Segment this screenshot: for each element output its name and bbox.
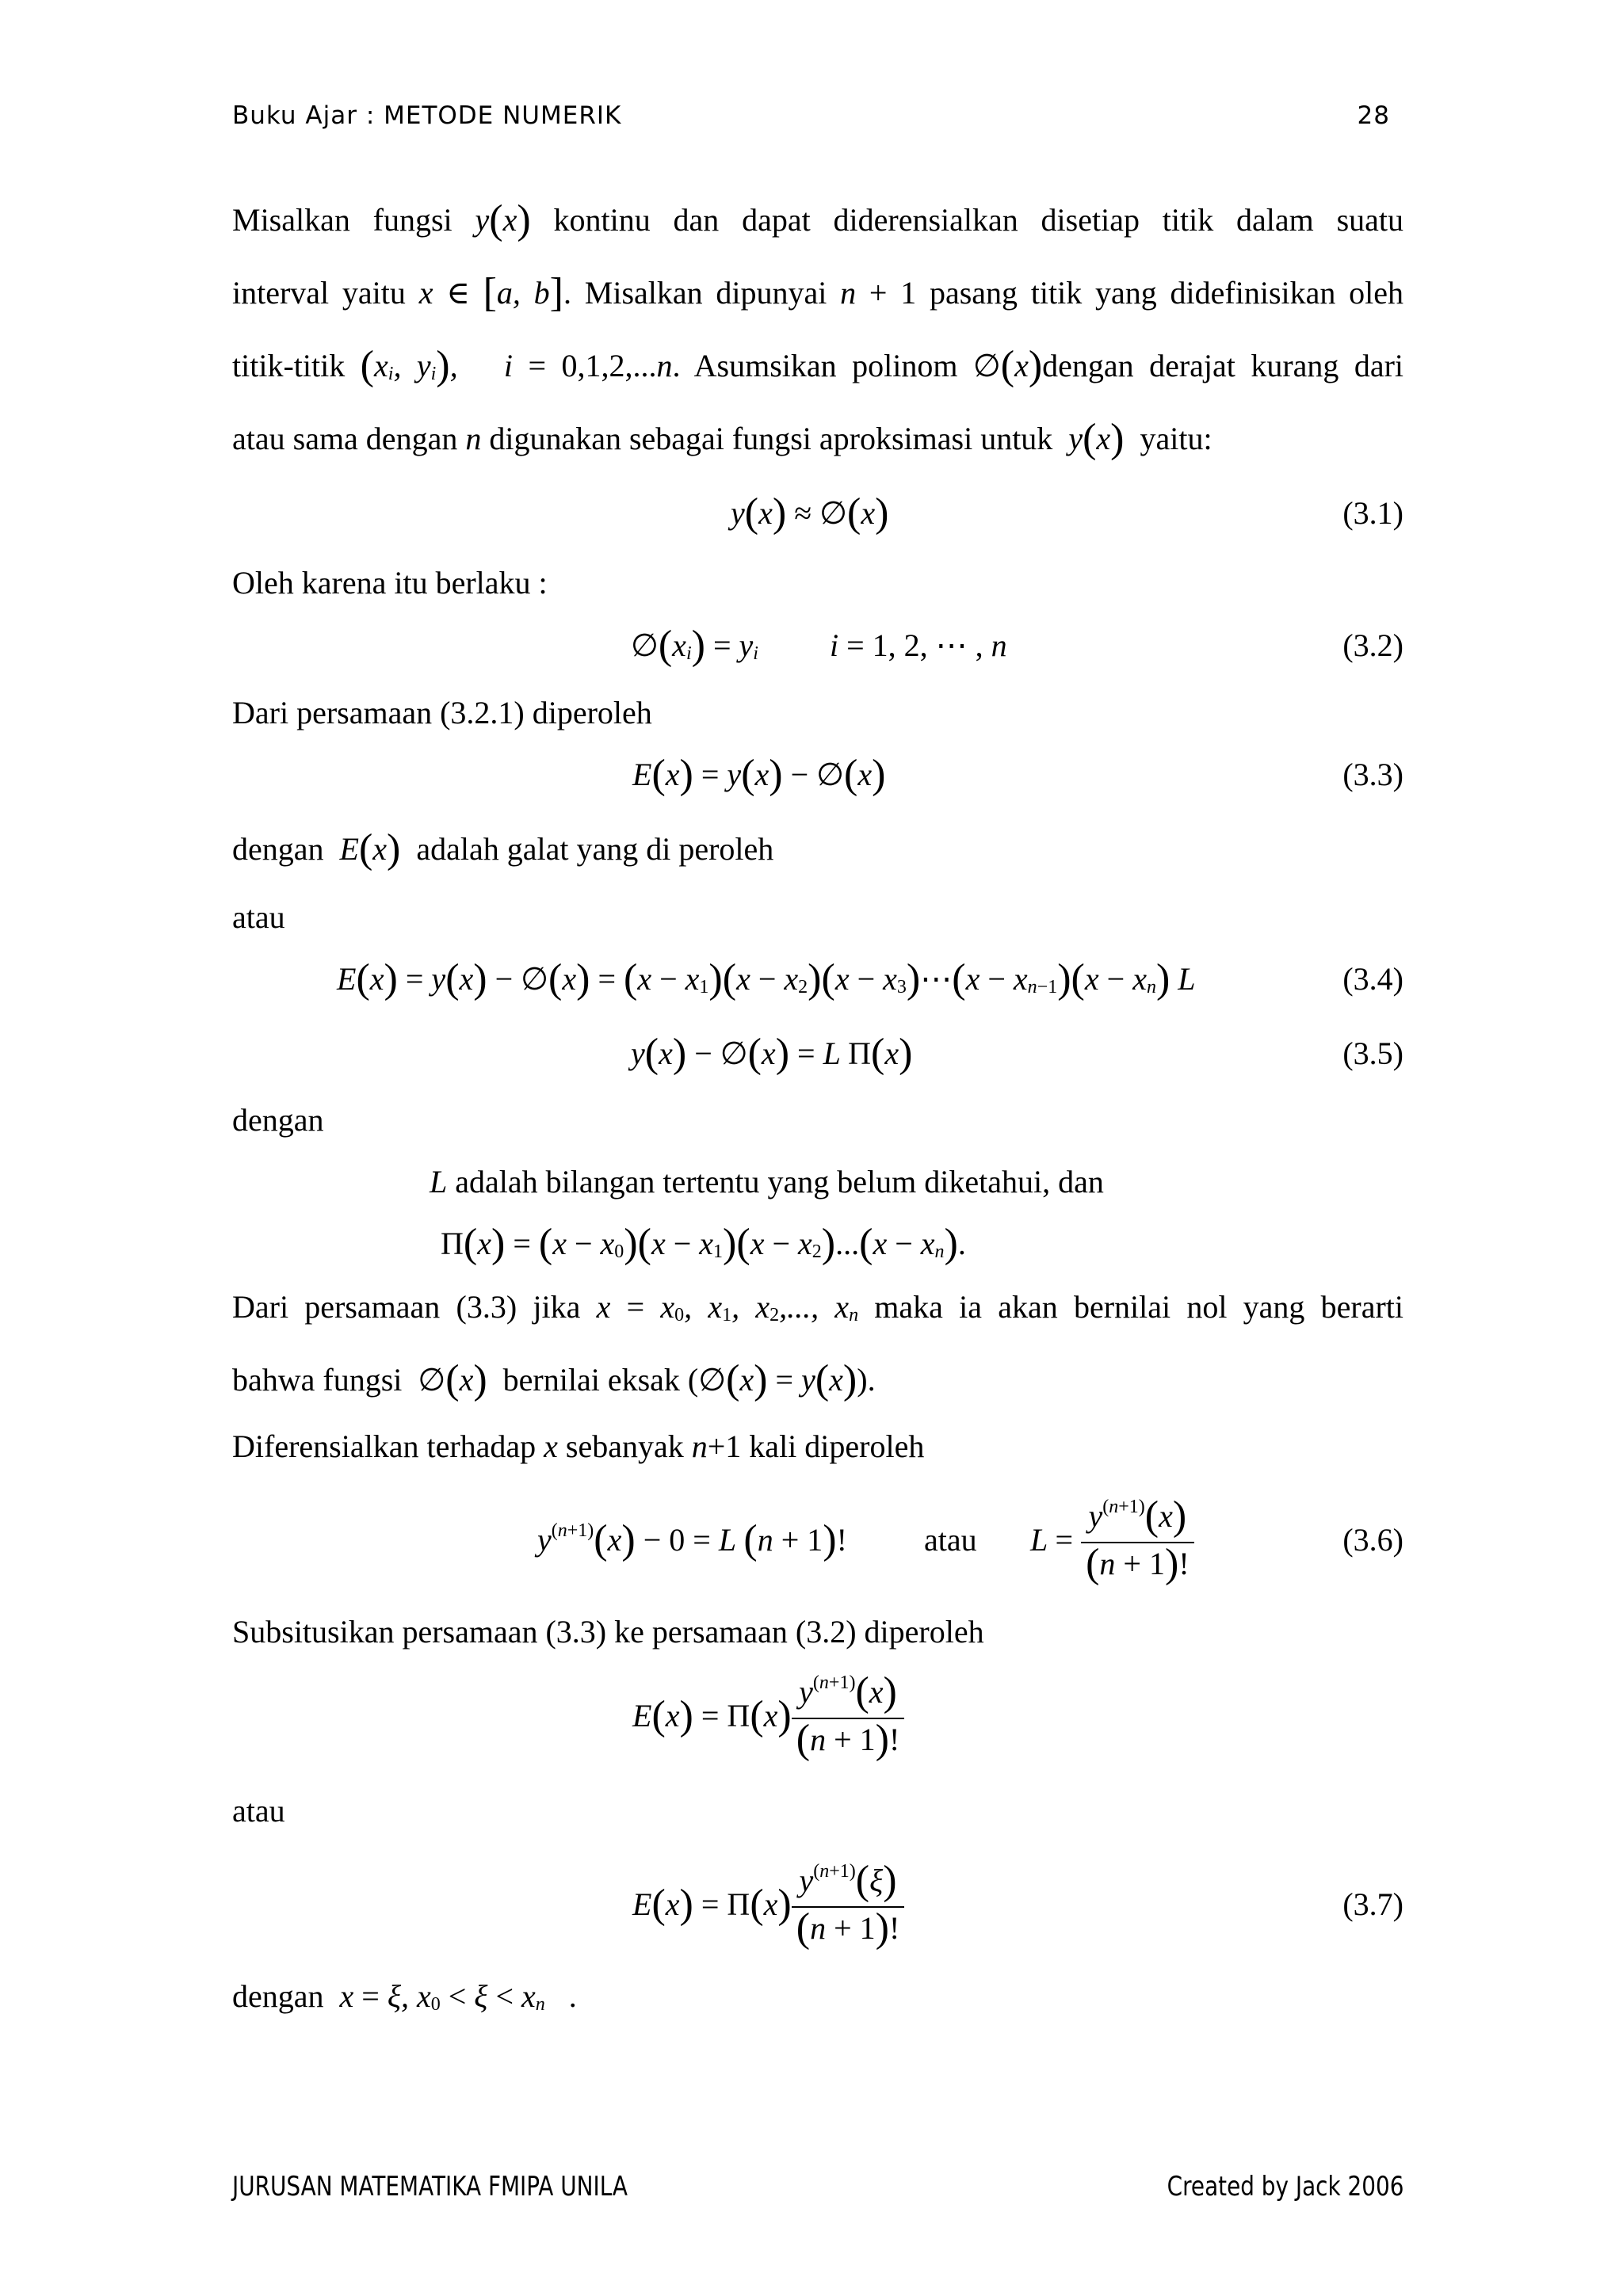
equation-number: (3.6) xyxy=(1342,1522,1403,1558)
running-header-title: Buku Ajar : METODE NUMERIK xyxy=(232,101,622,130)
fraction: $\frac{y^{(n+1)}(x)}{(n + 1)!}$ xyxy=(1081,1496,1194,1585)
fraction: $\frac{y^{(n+1)}(\xi)}{(n + 1)!}$ xyxy=(792,1860,905,1949)
paragraph-line: atau xyxy=(232,1793,285,1829)
text-span: bahwa fungsi xyxy=(232,1362,403,1398)
math-inline: $x = x_0$, $x_1$, $x_2$,..., $x_n$ xyxy=(596,1289,859,1325)
text-span: dengan xyxy=(232,831,324,867)
equation: E(x) = y(x) − ∅(x) = $(x - x_1)(x - x_2)(x$ − $x_3)\cdots(x - x_{n-1})(x - x_n)$ L xyxy=(337,956,1196,1001)
fraction: $\frac{y^{(n+1)}(x)}{(n + 1)!}$ xyxy=(792,1672,905,1760)
equation-number: (3.4) xyxy=(1342,961,1403,997)
text-span: digunakan sebagai fungsi aproksimasi untuk xyxy=(489,421,1053,456)
equation: $y^{(n+1)}(x) - 0 = L$ (n + 1)! xyxy=(537,1517,847,1562)
text-span: dengan derajat kurang dari xyxy=(1042,348,1404,383)
text-span: titik-titik xyxy=(232,348,346,383)
text-span: n xyxy=(465,421,482,456)
paragraph-line: Subsitusikan persamaan (3.3) ke persamaan (3.2) diperoleh xyxy=(232,1614,984,1650)
text-span: adalah galat yang di peroleh xyxy=(416,831,774,867)
text-span: . Misalkan dipunyai xyxy=(563,275,827,311)
equation-number: (3.7) xyxy=(1342,1886,1403,1922)
math-inline: x ∈ [a, b] xyxy=(418,270,563,315)
paragraph-line xyxy=(430,1166,1104,1198)
equation: L = $\frac{y^{(n+1)}(x)}{(n + 1)!}$ xyxy=(1030,1496,1194,1585)
text-span: bernilai eksak ( xyxy=(502,1362,699,1398)
math-inline: n xyxy=(840,275,857,311)
equation: E(x) = y(x) − ∅(x) xyxy=(632,752,886,797)
text-span: kontinu dan dapat diderensialkan disetiap titik dalam suatu xyxy=(553,202,1403,238)
math-inline: ($x_i$, $y_i$), i = 0,1,2,...n xyxy=(360,343,673,388)
math-inline: ∅(x) xyxy=(972,343,1043,388)
footer-left: JURUSAN MATEMATIKA FMIPA UNILA xyxy=(232,2171,628,2203)
text-span: Misalkan fungsi xyxy=(232,202,453,238)
paragraph-line: atau xyxy=(232,899,285,935)
paragraph-line: Dari persamaan (3.2.1) diperoleh xyxy=(232,695,652,730)
equation-number: (3.1) xyxy=(1342,495,1403,531)
text-span: ). xyxy=(857,1362,876,1398)
text-span: dengan xyxy=(232,1978,324,2014)
paragraph-line xyxy=(232,1978,577,2017)
paragraph-line xyxy=(232,197,1403,242)
math-inline: ∅(x) = y(x) xyxy=(698,1357,857,1402)
paragraph-line: Oleh karena itu berlaku : xyxy=(232,565,548,601)
text-span: n xyxy=(691,1428,708,1464)
paragraph-line: dengan xyxy=(232,1102,324,1138)
equation: y(x) ≈ ∅(x) xyxy=(731,490,889,536)
equation-number: (3.5) xyxy=(1342,1035,1403,1071)
equation: y(x) − ∅(x) = L Π(x) xyxy=(631,1031,913,1076)
math-inline: E(x) xyxy=(331,826,401,871)
math-inline: y(x) xyxy=(475,197,531,242)
math-inline: x = ξ, $x_0 < \xi < x_n$ . xyxy=(331,1978,577,2015)
text-span: sebanyak xyxy=(565,1428,684,1464)
equation-number: (3.3) xyxy=(1342,757,1403,792)
equation: $\emptyset(x_i) = y_i$ i = 1, 2, ⋯ , n xyxy=(631,623,1007,668)
text-span: atau xyxy=(924,1522,977,1558)
equation: $\Pi(x) = (x - x_0)(x - x_1)(x - x_2)...(x - x_n)$. xyxy=(441,1221,966,1266)
text-span: L xyxy=(430,1164,448,1199)
text-span: adalah bilangan tertentu yang belum diketahui, dan xyxy=(455,1164,1104,1199)
text-span: Dari persamaan (3.3) jika xyxy=(232,1289,581,1325)
text-span: maka ia akan bernilai nol yang berarti xyxy=(874,1289,1404,1325)
paragraph-line xyxy=(232,416,1212,461)
equation: E(x) = Π(x) $\frac{y^{(n+1)}(x)}{(n + 1)!}$ xyxy=(632,1672,904,1760)
paragraph-line xyxy=(232,1428,925,1464)
text-span: atau sama dengan xyxy=(232,421,458,456)
paragraph-line xyxy=(232,1291,1403,1328)
equation-number: (3.2) xyxy=(1342,627,1403,663)
math-inline: y(x) xyxy=(1060,416,1125,461)
math-inline: ∅(x) xyxy=(418,1357,487,1402)
text-span: pasang titik yang didefinisikan oleh xyxy=(929,275,1404,311)
paragraph-line xyxy=(232,343,1404,388)
text-span: yaitu: xyxy=(1140,421,1212,456)
text-span: x xyxy=(544,1428,558,1464)
equation: E(x) = Π(x) $\frac{y^{(n+1)}(\xi)}{(n + 1)!}$ xyxy=(632,1860,904,1949)
paragraph-line xyxy=(232,1357,876,1402)
text-span: Diferensialkan terhadap xyxy=(232,1428,537,1464)
text-span: . Asumsikan polinom xyxy=(672,348,958,383)
footer-right: Created by Jack 2006 xyxy=(1167,2171,1403,2203)
page-number: 28 xyxy=(1357,101,1390,130)
text-span: +1 kali diperoleh xyxy=(707,1428,925,1464)
paragraph-line: interval yaitu x ∈ [a, b]. Misalkan dipunyai n + 1 pasang titik yang didefinisikan oleh xyxy=(232,270,1404,315)
paragraph-line xyxy=(232,826,774,871)
text-span: interval yaitu xyxy=(232,275,406,311)
